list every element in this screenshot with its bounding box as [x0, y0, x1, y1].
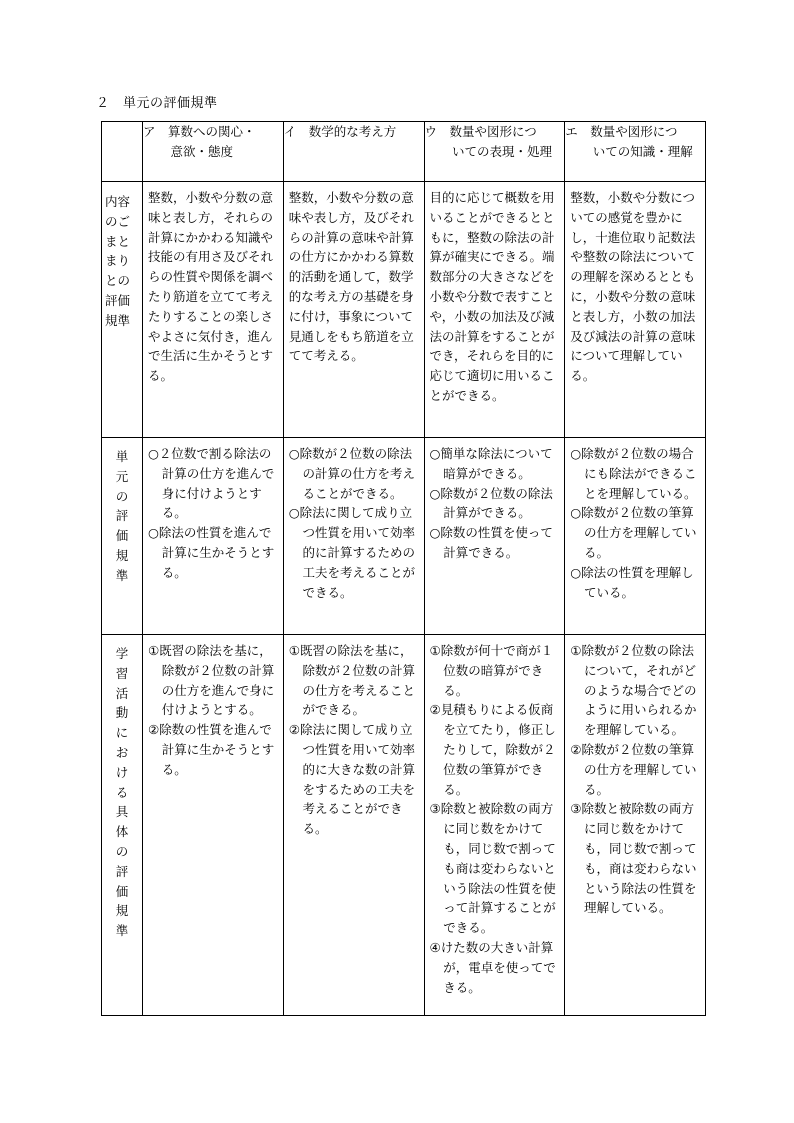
row-label-line: 動 [115, 705, 129, 721]
criteria-item: ○除数の性質を使って計算できる。 [429, 525, 553, 560]
row-label-line: お [115, 744, 129, 760]
column-header [565, 122, 706, 182]
row-label-cell [102, 635, 143, 1016]
column-header-line: 意欲・態度 [170, 144, 234, 159]
row-label-cell [102, 182, 143, 438]
evaluation-criteria-table [101, 121, 706, 1016]
row-label-line: 価 [115, 528, 129, 544]
criteria-cell [143, 438, 284, 635]
criteria-item: ①既習の除法を基に，除数が２位数の計算の仕方を考えることができる。 [288, 643, 416, 718]
column-header [283, 122, 424, 182]
criteria-item: ○除数が２位数の場合にも除法ができることを理解している。 [570, 446, 697, 501]
column-header-line: ア 算数への関心・ [143, 124, 256, 139]
criteria-cell [565, 635, 706, 1016]
column-header-line: いての知識・理解 [592, 144, 693, 159]
criteria-cell [283, 635, 424, 1016]
table-row [102, 635, 706, 1016]
criteria-cell [565, 182, 706, 438]
row-label-line: 規 [115, 903, 129, 919]
criteria-item: 整数，小数や分数についての感覚を豊かにし，十進位取り記数法や整数の除法についての理解を深めるとともに，小数や分数の意味と表し方，小数の加法及び減法の計算の意味について理解している。 [570, 190, 696, 384]
criteria-item: ①除数が何十で商が１位数の暗算ができる。 [429, 643, 554, 698]
column-header-line: ウ 数量や図形につ [424, 124, 537, 139]
row-label-line: 準 [115, 923, 129, 939]
criteria-item: ②除数が２位数の筆算の仕方を理解している。 [570, 741, 697, 797]
row-label-cell [102, 438, 143, 635]
row-label-line: の [115, 488, 129, 504]
criteria-item: ④けた数の大きい計算が，電卓を使ってできる。 [429, 939, 556, 995]
criteria-item: ②除法に関して成り立つ性質を用いて効率的に大きな数の計算をするための工夫を考えることができる。 [288, 722, 416, 837]
table-row [102, 438, 706, 635]
criteria-item: ○除数が２位数の筆算の仕方を理解している。 [570, 505, 697, 560]
criteria-cell [424, 182, 565, 438]
row-label-line: 学 [115, 646, 129, 661]
criteria-cell [565, 438, 706, 635]
criteria-item: ○除数が２位数の除法計算ができる。 [429, 485, 553, 521]
criteria-item: ○除数が２位数の除法の計算の仕方を考えることができる。 [288, 446, 416, 501]
criteria-cell [424, 438, 565, 635]
column-header-line: イ 数学的な考え方 [283, 124, 397, 139]
criteria-cell [283, 438, 424, 635]
criteria-cell [283, 182, 424, 438]
row-label-line: 単 [115, 449, 129, 464]
column-header [424, 122, 565, 182]
row-label-line: に [115, 725, 129, 741]
row-label-line: 具 [115, 804, 129, 820]
row-label-line: 元 [115, 468, 129, 484]
row-label-line: 活 [115, 685, 129, 701]
criteria-item: ○除法の性質を進んで計算に生かそうとする。 [148, 525, 275, 580]
table-row [102, 182, 706, 438]
corner-cell [102, 122, 143, 182]
criteria-item: ①除数が２位数の除法について，それがどのような場合でどのように用いられるかを理解している。 [570, 643, 697, 738]
criteria-item: ①既習の除法を基に，除数が２位数の計算の仕方を進んで身に付けようとする。 [148, 643, 275, 718]
row-label-line: 習 [115, 665, 129, 681]
criteria-cell [143, 182, 284, 438]
row-label-line: の [115, 843, 129, 859]
criteria-item: ○２位数で割る除法の計算の仕方を進んで身に付けようとする。 [148, 446, 275, 521]
row-label-line: との評価 [105, 273, 131, 308]
row-label-line: け [115, 764, 129, 780]
row-label-line: 規準 [105, 312, 131, 328]
criteria-item: 整数，小数や分数の意味や表し方，及びそれらの計算の意味や計算の仕方にかかわる算数的活動を通して，数学的な考え方の基礎を身に付け，事象について見通しをもち筋道を立てて考える。 [288, 190, 414, 364]
row-label-line: 内容のご [105, 194, 131, 229]
criteria-item: ○簡単な除法について暗算ができる。 [429, 446, 553, 481]
row-label-line: 価 [115, 883, 129, 899]
row-label-line: る [115, 784, 129, 800]
row-label-line: 体 [115, 824, 129, 840]
criteria-cell [143, 635, 284, 1016]
row-label-line: まとまり [105, 233, 131, 269]
table-header-row [102, 122, 706, 182]
criteria-item: ○除法に関して成り立つ性質を用いて効率的に計算するための工夫を考えることができる。 [288, 505, 416, 600]
criteria-item: ②見積もりによる仮商を立てたり，修正したりして，除数が２位数の筆算ができる。 [429, 702, 556, 797]
row-label-line: 規 [115, 547, 129, 563]
section-heading: ２ 単元の評価規準 [96, 96, 218, 111]
criteria-item: ③除数と被除数の両方に同じ数をかけても，同じ数で割っても商は変わらないという除法の性質を使って計算することができる。 [429, 801, 556, 936]
criteria-cell [424, 635, 565, 1016]
criteria-item: 整数，小数や分数の意味と表し方，それらの計算にかかわる知識や技能の有用さ及びそれらの性質や関係を調べたり筋道を立てて考えたりすることの楽しさやよさに気付き，進んで生活に生かそうとする。 [148, 190, 274, 384]
criteria-item: ③除数と被除数の両方に同じ数をかけても，同じ数で割っても，商は変わらないという除法の性質を理解している。 [570, 801, 697, 916]
criteria-item: 目的に応じて概数を用いることができるとともに，整数の除法の計算が確実にできる。端数部分の大きさなどを小数や分数で表すことや，小数の加法及び減法の計算をすることができ，それらを目的に応じて適切に用いることができる。 [429, 190, 555, 403]
column-header-line: いての表現・処理 [452, 144, 553, 159]
row-label-line: 評 [115, 863, 129, 879]
column-header [143, 122, 284, 182]
criteria-item: ○除法の性質を理解している。 [570, 564, 694, 600]
criteria-item: ②除数の性質を進んで計算に生かそうとする。 [148, 722, 275, 777]
row-label-line: 準 [115, 567, 129, 583]
column-header-line: エ 数量や図形につ [565, 124, 678, 139]
row-label-line: 評 [115, 508, 129, 524]
